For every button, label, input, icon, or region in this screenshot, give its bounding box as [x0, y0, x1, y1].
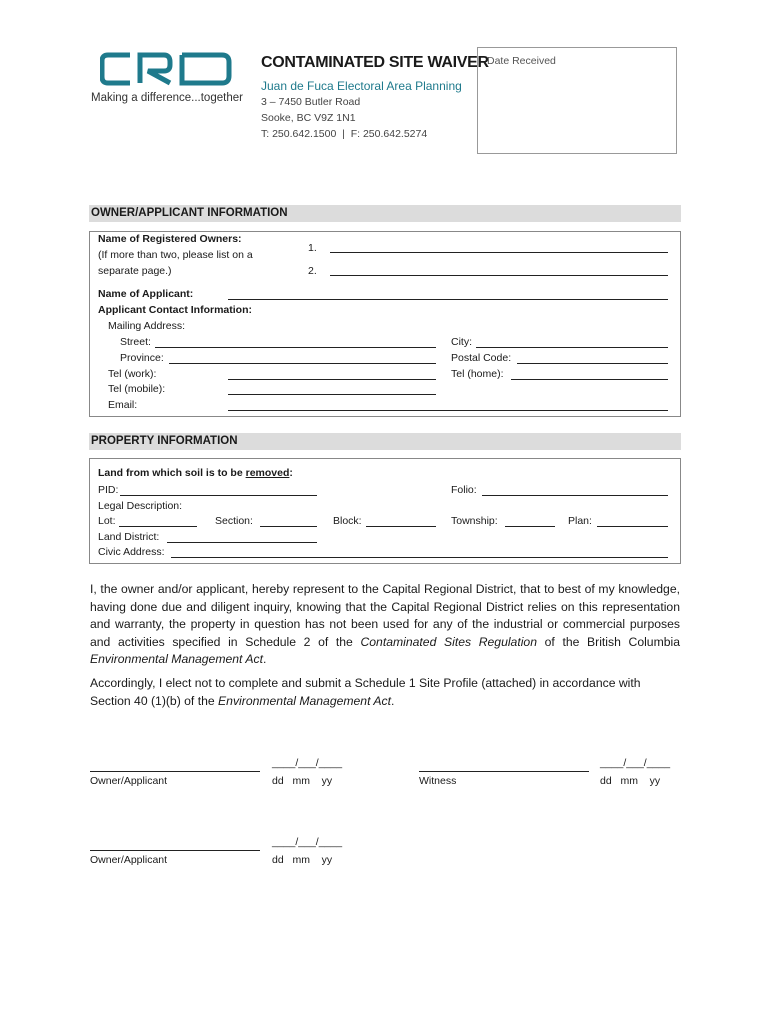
tel-work-label: Tel (work):	[108, 368, 157, 380]
witness-date-format	[600, 775, 660, 787]
crd-logo-mark	[100, 52, 232, 86]
owner-signature-line-1[interactable]	[90, 771, 260, 772]
postal-code-field[interactable]	[517, 363, 668, 364]
witness-signature-line[interactable]	[419, 771, 589, 772]
owner-date-blank-2[interactable]: ____/___/____	[272, 836, 343, 848]
owner-number-2: 2.	[308, 265, 317, 277]
witness-date-blank[interactable]: ____/___/____	[600, 757, 671, 769]
statement-1-b: of the British Columbia	[537, 634, 680, 649]
postal-code-label: Postal Code:	[451, 352, 512, 364]
land-district-field[interactable]	[167, 542, 317, 543]
section-field[interactable]	[260, 526, 317, 527]
yy-label: yy	[321, 775, 333, 787]
plan-field[interactable]	[597, 526, 668, 527]
statement-1-a: I, the owner and/or applicant, hereby represent to the Capital Regional District, that to best of my knowledge, having done due and diligent inquiry, knowing that the Capital Regional District relies on this representation and warranty, the property in question has not been used for any of the industrial or commercial purposes and activities specified in Schedule 2 of the	[90, 582, 680, 649]
contact-info-label: Applicant Contact Information:	[98, 304, 252, 316]
applicant-name-label: Name of Applicant:	[98, 288, 194, 300]
land-district-label: Land District:	[98, 531, 160, 543]
street-label: Street:	[120, 336, 151, 348]
statement-2-italic: Environmental Management Act	[218, 693, 392, 708]
mm-label: mm	[292, 775, 310, 787]
statement-paragraph-2	[90, 675, 680, 710]
lot-label: Lot:	[98, 515, 116, 527]
dd-label: dd	[272, 854, 284, 866]
form-title: CONTAMINATED SITE WAIVER	[261, 54, 489, 71]
address-line-1: 3 – 7450 Butler Road	[261, 96, 361, 108]
lot-field[interactable]	[119, 526, 197, 527]
folio-field[interactable]	[482, 495, 668, 496]
tel-mobile-field[interactable]	[228, 394, 436, 395]
witness-label: Witness	[419, 775, 457, 787]
tel-work-field[interactable]	[228, 379, 436, 380]
contact-line: T: 250.642.1500 | F: 250.642.5274	[261, 128, 428, 140]
statement-2-b: .	[391, 693, 395, 708]
registered-owners-note-1: (If more than two, please list on a	[98, 249, 253, 261]
statement-paragraph-1	[90, 581, 680, 669]
block-field[interactable]	[366, 526, 436, 527]
mm-label: mm	[292, 854, 310, 866]
form-subtitle: Juan de Fuca Electoral Area Planning	[261, 79, 462, 93]
tel-mobile-label: Tel (mobile):	[108, 383, 166, 395]
owner-date-format-1	[272, 775, 332, 787]
owner-applicant-label-2: Owner/Applicant	[90, 854, 168, 866]
city-label: City:	[451, 336, 472, 348]
date-received-box[interactable]	[477, 47, 677, 154]
owner-section-heading: OWNER/APPLICANT INFORMATION	[89, 205, 681, 222]
land-removed-label	[98, 467, 293, 479]
email-label: Email:	[108, 399, 138, 411]
owner-2-field[interactable]	[330, 275, 668, 276]
date-received-label: Date Received	[487, 55, 556, 67]
registered-owners-label: Name of Registered Owners:	[98, 233, 242, 245]
township-field[interactable]	[505, 526, 555, 527]
plan-label: Plan:	[568, 515, 592, 527]
section-label: Section:	[215, 515, 253, 527]
owner-signature-line-2[interactable]	[90, 850, 260, 851]
land-removed-suffix: :	[289, 467, 293, 479]
legal-description-label: Legal Description:	[98, 500, 183, 512]
owner-date-format-2	[272, 854, 332, 866]
land-removed-prefix: Land from which soil is to be	[98, 467, 246, 479]
applicant-name-field[interactable]	[228, 299, 668, 300]
logo-tagline: Making a difference...together	[91, 92, 243, 104]
civic-address-label: Civic Address:	[98, 546, 165, 558]
pid-field[interactable]	[120, 495, 317, 496]
yy-label: yy	[321, 854, 333, 866]
statement-1-c: .	[262, 652, 267, 666]
email-field[interactable]	[228, 410, 668, 411]
registered-owners-note-2: separate page.)	[98, 265, 172, 277]
statement-1-italic-2: Environmental Management Act	[90, 652, 263, 666]
pid-label: PID:	[98, 484, 119, 496]
land-removed-word: removed	[245, 467, 290, 479]
province-label: Province:	[120, 352, 164, 364]
province-field[interactable]	[169, 363, 436, 364]
dd-label: dd	[600, 775, 612, 787]
township-label: Township:	[451, 515, 498, 527]
tel-home-field[interactable]	[511, 379, 668, 380]
yy-label: yy	[649, 775, 661, 787]
folio-label: Folio:	[451, 484, 477, 496]
statement-1-italic-1: Contaminated Sites Regulation	[360, 634, 537, 649]
address-line-2: Sooke, BC V9Z 1N1	[261, 112, 356, 124]
crd-logo	[100, 52, 232, 86]
city-field[interactable]	[476, 347, 668, 348]
dd-label: dd	[272, 775, 284, 787]
mailing-address-label: Mailing Address:	[108, 320, 186, 332]
block-label: Block:	[333, 515, 362, 527]
owner-1-field[interactable]	[330, 252, 668, 253]
tel-home-label: Tel (home):	[451, 368, 504, 380]
owner-date-blank-1[interactable]: ____/___/____	[272, 757, 343, 769]
statement-2-a: Accordingly, I elect not to complete and submit a Schedule 1 Site Profile (attached) in accordance with Section 40 (1)(b) of the	[90, 676, 641, 708]
owner-applicant-label-1: Owner/Applicant	[90, 775, 168, 787]
street-field[interactable]	[155, 347, 436, 348]
civic-address-field[interactable]	[171, 557, 668, 558]
mm-label: mm	[620, 775, 638, 787]
property-section-heading: PROPERTY INFORMATION	[89, 433, 681, 450]
owner-number-1: 1.	[308, 242, 317, 254]
